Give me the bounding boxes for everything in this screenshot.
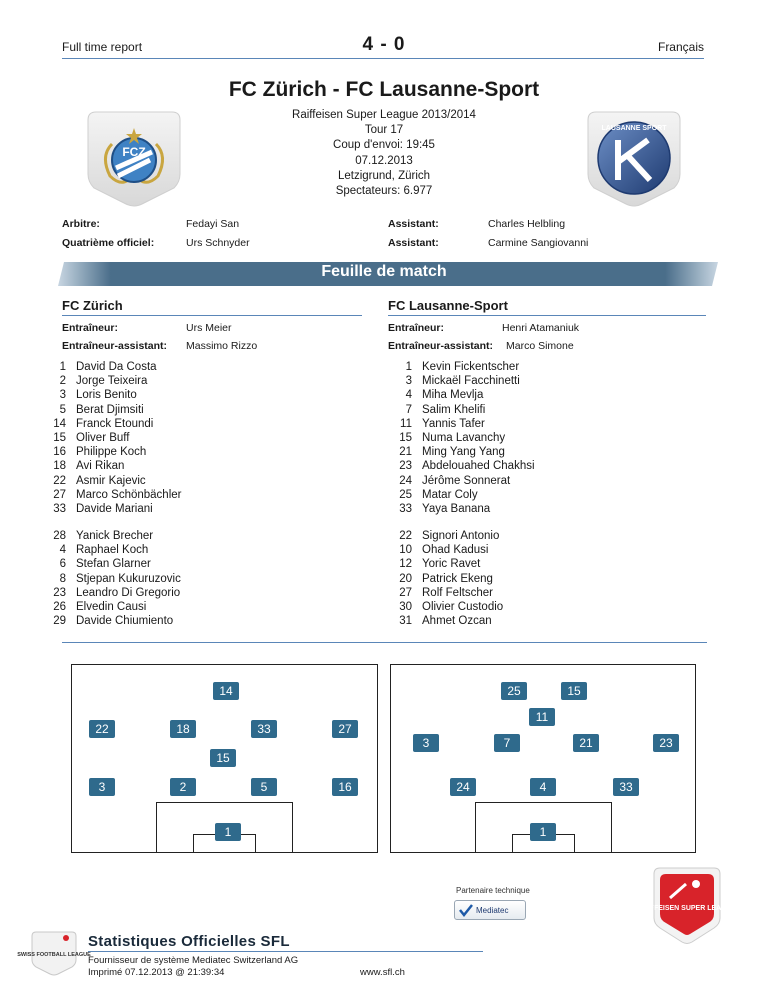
section-title: Feuille de match: [321, 263, 447, 280]
player-name: Mickaël Facchinetti: [422, 375, 520, 388]
player-name: Avi Rikan: [76, 460, 125, 473]
position-marker: 2: [170, 778, 196, 796]
player-name: Marco Schönbächler: [76, 488, 182, 501]
svg-text:FCZ: FCZ: [122, 145, 146, 159]
sfl-logo: [17, 926, 91, 976]
list-item: [44, 388, 181, 402]
position-marker: 33: [251, 720, 277, 738]
match-title: FC Zürich - FC Lausanne-Sport: [228, 78, 540, 101]
player-name: Philippe Koch: [76, 446, 147, 459]
player-name: Ohad Kadusi: [422, 544, 489, 557]
player-number: 3: [59, 389, 66, 402]
player-number: 7: [405, 403, 412, 416]
player-name: Jérôme Sonnerat: [422, 474, 511, 487]
player-number: 14: [53, 417, 66, 430]
printed-timestamp: Imprimé 07.12.2013 @ 21:39:34: [88, 967, 225, 978]
player-number: 8: [59, 572, 66, 585]
partner-label: Partenaire technique: [456, 886, 530, 895]
player-name: Stjepan Kukuruzovic: [76, 572, 181, 585]
player-name: Yaya Banana: [422, 503, 491, 516]
fc-zurich-logo: [82, 104, 186, 208]
player-number: 24: [399, 474, 412, 487]
position-marker: 16: [332, 778, 358, 796]
player-name: Ahmet Ozcan: [422, 615, 492, 628]
player-number: 18: [53, 460, 66, 473]
list-item: [44, 502, 181, 516]
list-item: [390, 403, 535, 417]
away-assistant-label: Entraîneur-assistant:: [388, 340, 494, 352]
home-coach-name: Urs Meier: [186, 322, 232, 334]
player-name: Yanick Brecher: [76, 530, 154, 542]
lineup-divider: [62, 642, 707, 643]
player-number: 33: [399, 503, 412, 516]
header-divider: [62, 58, 704, 59]
player-name: Rolf Feltscher: [422, 586, 493, 599]
list-item: [390, 445, 535, 459]
away-coach-name: Henri Atamaniuk: [502, 322, 580, 334]
position-marker: 33: [613, 778, 639, 796]
venue: Letzigrund, Zürich: [337, 169, 431, 182]
player-name: Salim Khelifi: [422, 403, 486, 416]
system-provider: Fournisseur de système Mediatec Switzerland AG: [88, 955, 299, 966]
player-name: Signori Antonio: [422, 530, 500, 542]
player-number: 27: [53, 488, 66, 501]
position-marker: 1: [215, 823, 241, 841]
player-number: 28: [53, 530, 66, 542]
player-name: Matar Coly: [422, 488, 478, 501]
player-name: Jorge Teixeira: [76, 375, 148, 388]
position-marker: 15: [561, 682, 587, 700]
list-item: [390, 459, 535, 473]
player-number: 11: [400, 417, 412, 430]
player-number: 31: [399, 615, 412, 628]
player-number: 1: [59, 361, 66, 373]
round: Tour 17: [364, 124, 404, 137]
referee-label: Arbitre:: [62, 218, 100, 230]
away-starters-list: [390, 360, 535, 516]
list-item: [44, 417, 181, 431]
player-number: 5: [59, 403, 66, 416]
position-marker: 3: [413, 734, 439, 752]
player-name: Franck Etoundi: [76, 417, 154, 430]
position-marker: 11: [529, 708, 555, 726]
player-number: 16: [53, 446, 66, 459]
home-team-divider: [62, 315, 362, 316]
player-number: 15: [53, 432, 66, 445]
player-name: Kevin Fickentscher: [422, 361, 520, 373]
list-item: [44, 431, 181, 445]
player-number: 23: [53, 586, 66, 599]
away-team-name: FC Lausanne-Sport: [388, 298, 508, 313]
player-name: Asmir Kajevic: [76, 474, 146, 487]
sfl-url[interactable]: www.sfl.ch: [360, 967, 405, 978]
player-name: Miha Mevlja: [422, 389, 484, 402]
home-starters-list: [44, 360, 181, 516]
away-assistant-name: Marco Simone: [506, 340, 574, 352]
player-number: 21: [399, 446, 412, 459]
player-name: Oliver Buff: [76, 432, 130, 445]
home-team-name: FC Zürich: [62, 298, 123, 313]
position-marker: 5: [251, 778, 277, 796]
player-name: Berat Djimsiti: [76, 403, 144, 416]
home-subs-list: [44, 529, 181, 628]
list-item: [44, 529, 181, 543]
position-marker: 15: [210, 749, 236, 767]
list-item: [44, 488, 181, 502]
list-item: [390, 360, 535, 374]
position-marker: 3: [89, 778, 115, 796]
player-number: 12: [399, 558, 412, 571]
spectators: Spectateurs: 6.977: [335, 185, 433, 198]
position-marker: 7: [494, 734, 520, 752]
kickoff-time: Coup d'envoi: 19:45: [333, 139, 435, 152]
player-number: 33: [53, 503, 66, 516]
list-item: [44, 459, 181, 473]
list-item: [44, 403, 181, 417]
list-item: [390, 488, 535, 502]
player-number: 10: [399, 544, 412, 557]
player-name: Raphael Koch: [76, 544, 149, 557]
list-item: [390, 543, 503, 557]
home-assistant-name: Massimo Rizzo: [186, 340, 258, 352]
home-coach-label: Entraîneur:: [62, 322, 119, 334]
player-number: 25: [399, 488, 412, 501]
position-marker: 18: [170, 720, 196, 738]
list-item: [390, 474, 535, 488]
list-item: [44, 572, 181, 586]
player-number: 4: [405, 389, 412, 402]
list-item: [44, 557, 181, 571]
list-item: [390, 600, 503, 614]
player-name: Stefan Glarner: [76, 558, 151, 571]
assistant1-label: Assistant:: [388, 218, 439, 230]
list-item: [44, 445, 181, 459]
player-name: Leandro Di Gregorio: [76, 586, 181, 599]
player-number: 26: [53, 601, 66, 614]
position-marker: 27: [332, 720, 358, 738]
player-name: Davide Chiumiento: [76, 615, 174, 628]
away-team-divider: [388, 315, 706, 316]
player-number: 6: [59, 558, 66, 571]
final-score: 4 - 0: [362, 34, 406, 55]
player-number: 27: [399, 586, 412, 599]
position-marker: 4: [530, 778, 556, 796]
player-number: 3: [405, 375, 412, 388]
player-name: David Da Costa: [76, 361, 157, 373]
footer-divider: [88, 951, 483, 952]
away-coach-label: Entraîneur:: [388, 322, 445, 334]
fourth-official-name: Urs Schnyder: [186, 237, 250, 249]
player-number: 30: [399, 601, 412, 614]
list-item: [44, 474, 181, 488]
player-name: Elvedin Causi: [76, 601, 147, 614]
list-item: [390, 529, 503, 543]
player-number: 15: [399, 432, 412, 445]
raiffeisen-super-league-logo: [637, 862, 737, 946]
position-marker: 22: [89, 720, 115, 738]
mediatec-badge: [454, 900, 526, 920]
list-item: [44, 374, 181, 388]
svg-text:RAIFFEISEN SUPER LEAGUE: RAIFFEISEN SUPER LEAGUE: [637, 905, 737, 912]
assistant1-name: Charles Helbling: [488, 218, 566, 230]
home-assistant-label: Entraîneur-assistant:: [62, 340, 168, 352]
list-item: [390, 586, 503, 600]
player-number: 4: [59, 544, 66, 557]
list-item: [390, 557, 503, 571]
assistant2-label: Assistant:: [388, 237, 439, 249]
player-number: 29: [53, 615, 66, 628]
partner-name: Mediatec: [476, 905, 509, 915]
player-number: 1: [405, 361, 412, 373]
player-name: Yannis Tafer: [422, 417, 485, 430]
svg-text:LAUSANNE SPORT: LAUSANNE SPORT: [601, 125, 667, 132]
player-number: 2: [59, 375, 66, 388]
player-number: 22: [399, 530, 412, 542]
mediatec-icon: [459, 904, 473, 916]
position-marker: 14: [213, 682, 239, 700]
position-marker: 21: [573, 734, 599, 752]
player-name: Numa Lavanchy: [422, 432, 506, 445]
player-name: Davide Mariani: [76, 503, 153, 516]
list-item: [44, 360, 181, 374]
player-name: Olivier Custodio: [422, 601, 504, 614]
list-item: [390, 417, 535, 431]
list-item: [390, 374, 535, 388]
away-subs-list: [390, 529, 503, 628]
player-name: Loris Benito: [76, 389, 137, 402]
player-name: Abdelouahed Chakhsi: [422, 460, 535, 473]
language-label[interactable]: Français: [657, 40, 704, 54]
match-date: 07.12.2013: [355, 154, 413, 167]
player-name: Patrick Ekeng: [422, 572, 493, 585]
match-info: [234, 108, 534, 199]
svg-text:SWISS FOOTBALL LEAGUE: SWISS FOOTBALL LEAGUE: [17, 952, 91, 958]
fourth-official-label: Quatrième officiel:: [62, 237, 155, 249]
position-marker: 1: [530, 823, 556, 841]
lausanne-sport-logo: [582, 104, 686, 208]
home-pitch: [71, 664, 378, 853]
assistant2-name: Carmine Sangiovanni: [488, 237, 589, 249]
position-marker: 23: [653, 734, 679, 752]
player-name: Ming Yang Yang: [422, 446, 505, 459]
list-item: [390, 614, 503, 628]
list-item: [44, 543, 181, 557]
list-item: [390, 431, 535, 445]
list-item: [44, 600, 181, 614]
list-item: [44, 614, 181, 628]
away-pitch: [390, 664, 696, 853]
player-number: 22: [53, 474, 66, 487]
referee-name: Fedayi San: [186, 218, 240, 230]
player-name: Yoric Ravet: [422, 558, 481, 571]
position-marker: 24: [450, 778, 476, 796]
list-item: [390, 502, 535, 516]
list-item: [44, 586, 181, 600]
league-name: Raiffeisen Super League 2013/2014: [292, 109, 476, 121]
player-number: 20: [399, 572, 412, 585]
position-marker: 25: [501, 682, 527, 700]
report-type: Full time report: [62, 40, 143, 54]
list-item: [390, 388, 535, 402]
player-number: 23: [399, 460, 412, 473]
footer-title: Statistiques Officielles SFL: [88, 933, 290, 950]
list-item: [390, 572, 503, 586]
